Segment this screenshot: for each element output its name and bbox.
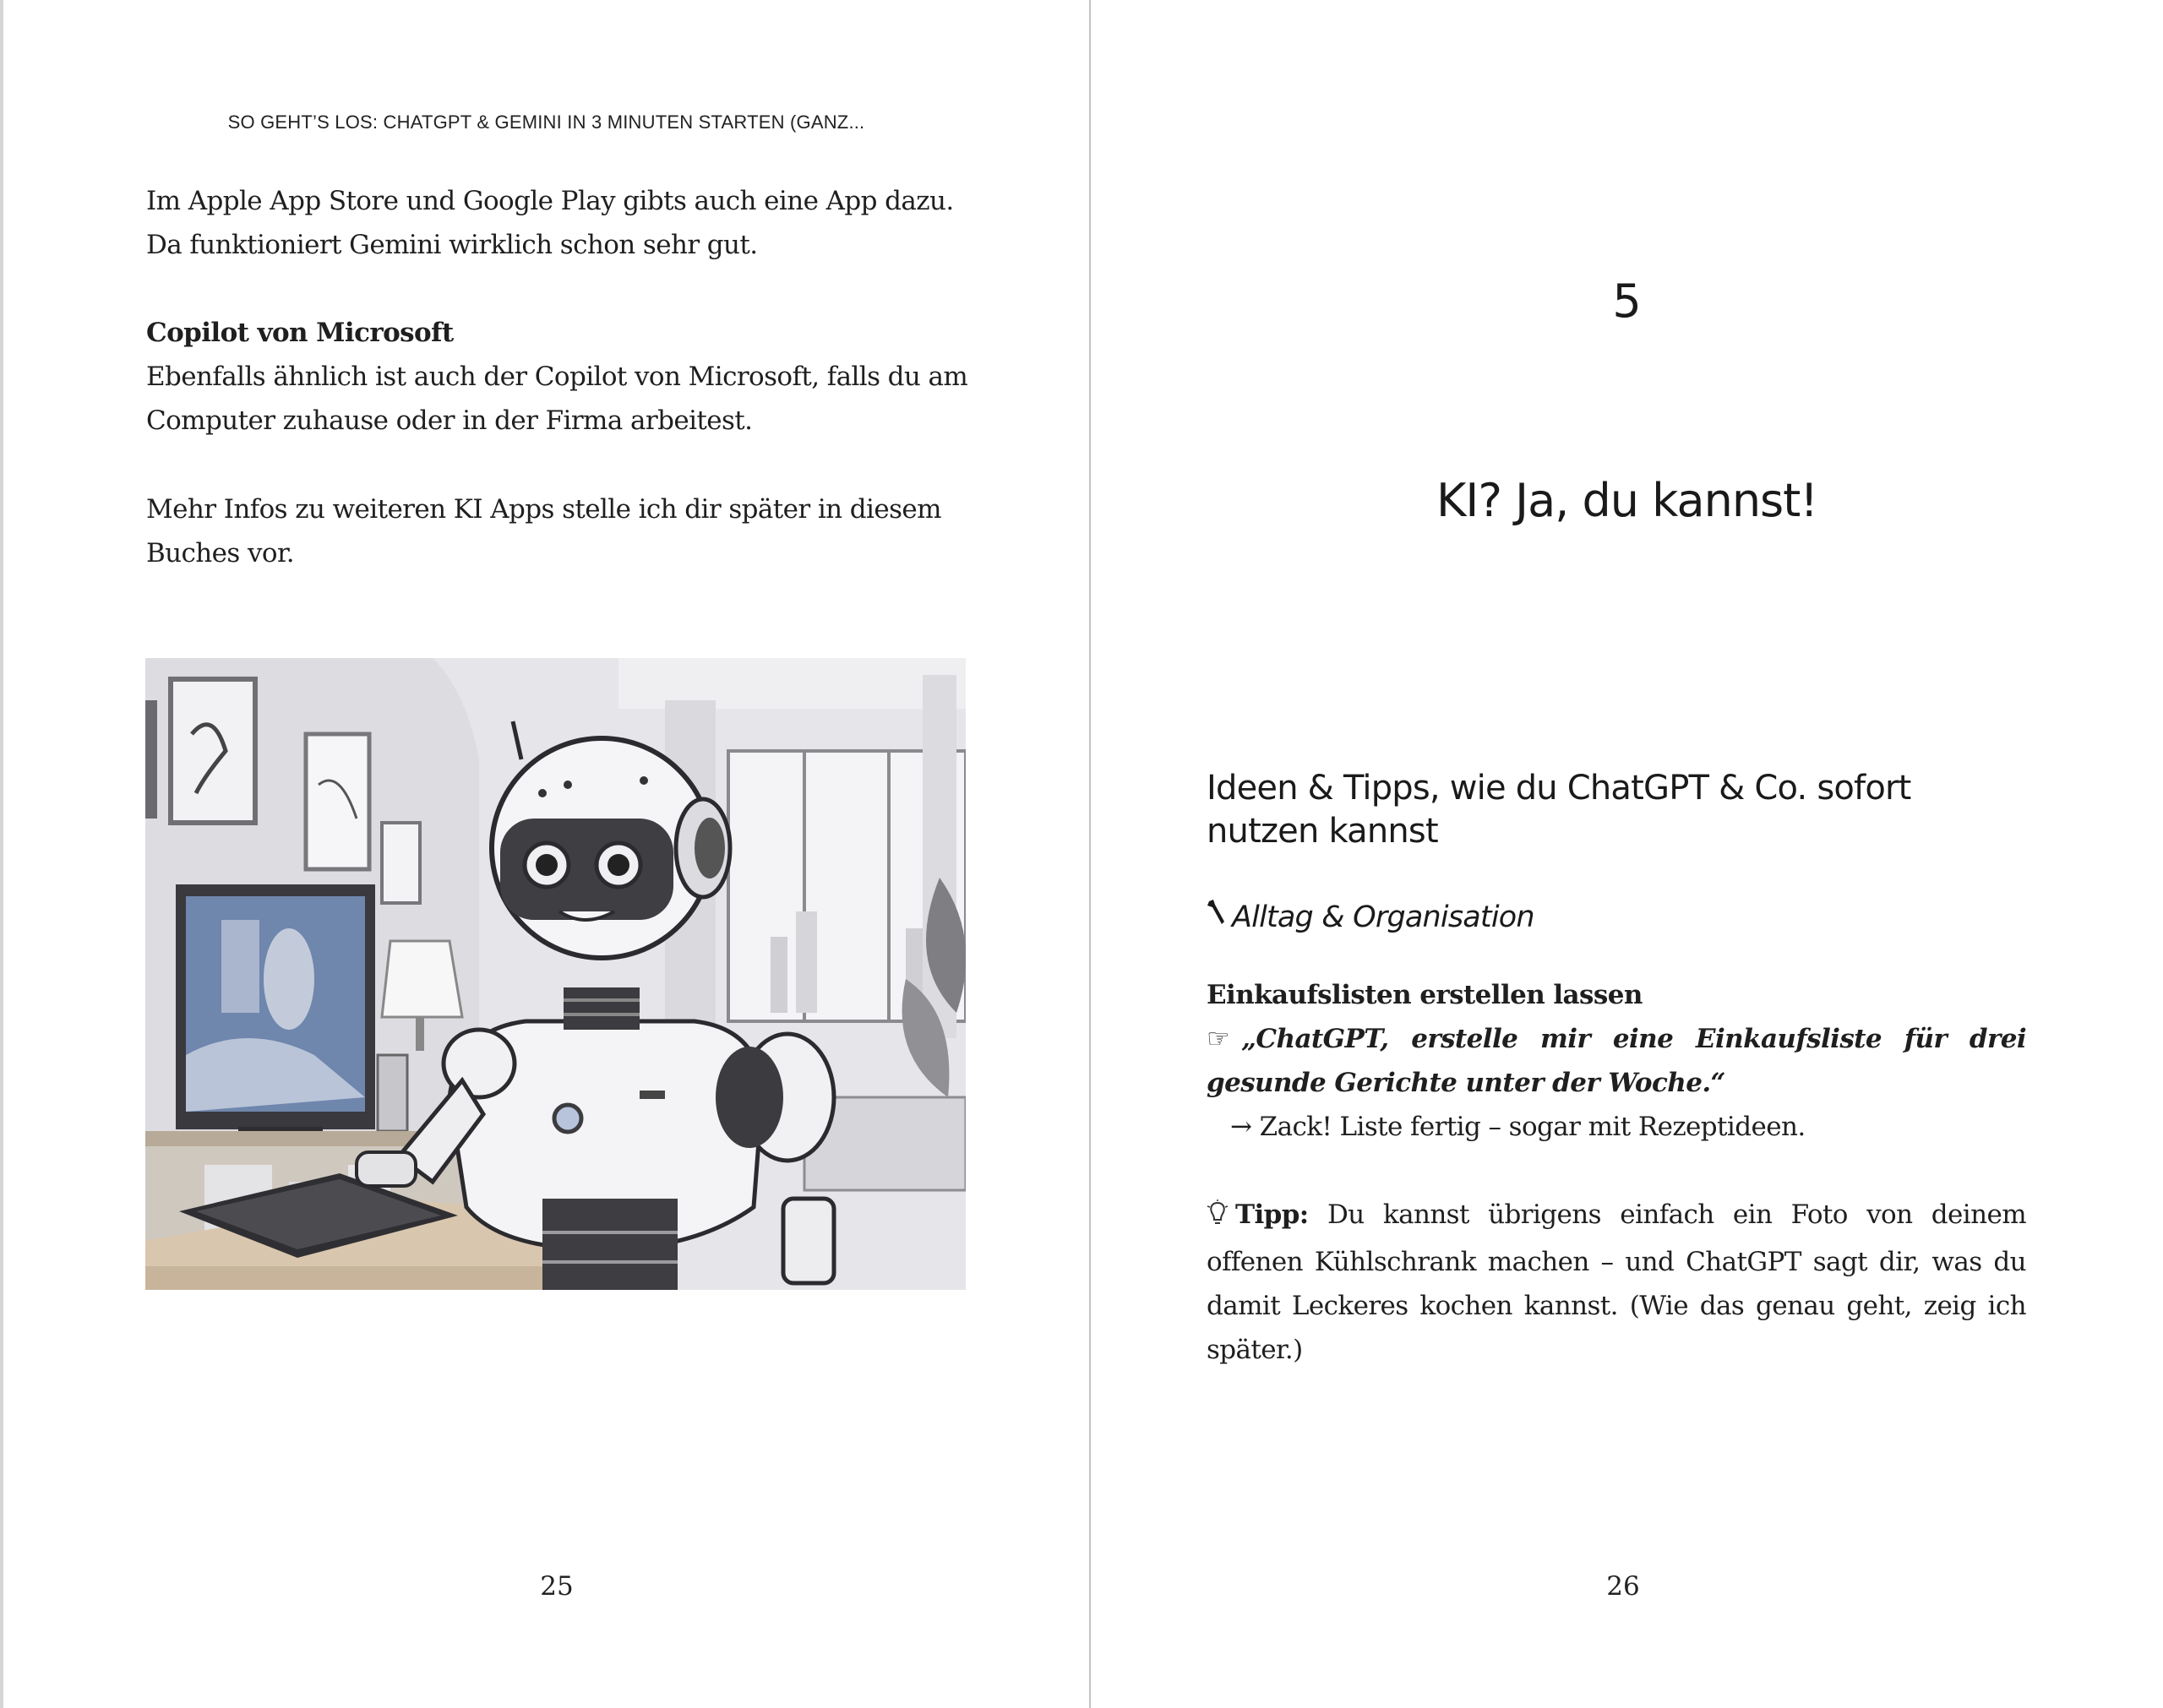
idea-heading: Einkaufslisten erstellen lassen [1207, 980, 1643, 1010]
page-number-right: 26 [1606, 1571, 1640, 1602]
copilot-heading: Copilot von Microsoft [146, 318, 454, 348]
idea-result [1207, 1105, 2026, 1149]
left-page [3, 0, 1089, 1708]
chapter-number: 5 [1612, 275, 1642, 328]
running-header: SO GEHT’S LOS: CHATGPT & GEMINI IN 3 MINUTEN STARTEN (GANZ... [227, 112, 865, 133]
chapter-subtitle: Ideen & Tipps, wie du ChatGPT & Co. sofort nutzen kannst [1207, 769, 1911, 851]
pointing-hand-icon: ☞ [1207, 1024, 1230, 1054]
idea-prompt-text: „ChatGPT, erstelle mir eine Einkaufsliste für drei gesunde Gerichte unter der Woche.“ [1207, 1024, 2026, 1098]
robot-illustration [145, 658, 966, 1290]
tip-text: Du kannst übrigens einfach ein Foto von deinem offenen Kühlschrank machen – und ChatGPT sagt dir, was du damit Leckeres kochen kannst. (Wie das genau geht, zeig ich später.) [1207, 1199, 2026, 1365]
right-page [1091, 0, 2163, 1708]
chapter-title: KI? Ja, du kannst! [1436, 474, 1817, 527]
paragraph-copilot: Ebenfalls ähnlich ist auch der Copilot von Microsoft, falls du am Computer zuhause oder in der Firma arbeitest. [146, 362, 968, 436]
arrow-right-icon: → [1230, 1112, 1252, 1142]
paragraph-more-info: Mehr Infos zu weiteren KI Apps stelle ich dir später in diesem Buches vor. [146, 494, 941, 568]
idea-prompt [1207, 1017, 2026, 1105]
tip-paragraph [1207, 1193, 2026, 1372]
idea-result-text: Zack! Liste fertig – sogar mit Rezeptideen. [1259, 1112, 1806, 1142]
tip-label: Tipp: [1235, 1199, 1309, 1230]
lightbulb-icon [1207, 1196, 1229, 1240]
paragraph-app-store: Im Apple App Store und Google Play gibts auch eine App dazu. Da funktioniert Gemini wirklich schon sehr gut. [146, 186, 954, 260]
page-number-left: 25 [540, 1571, 574, 1602]
idea-shopping-list [1207, 973, 2026, 1149]
wrench-icon [1207, 897, 1227, 938]
copilot-section [146, 311, 970, 443]
section-label: Alltag & Organisation [1232, 900, 1534, 934]
section-heading-everyday [1207, 897, 2026, 938]
